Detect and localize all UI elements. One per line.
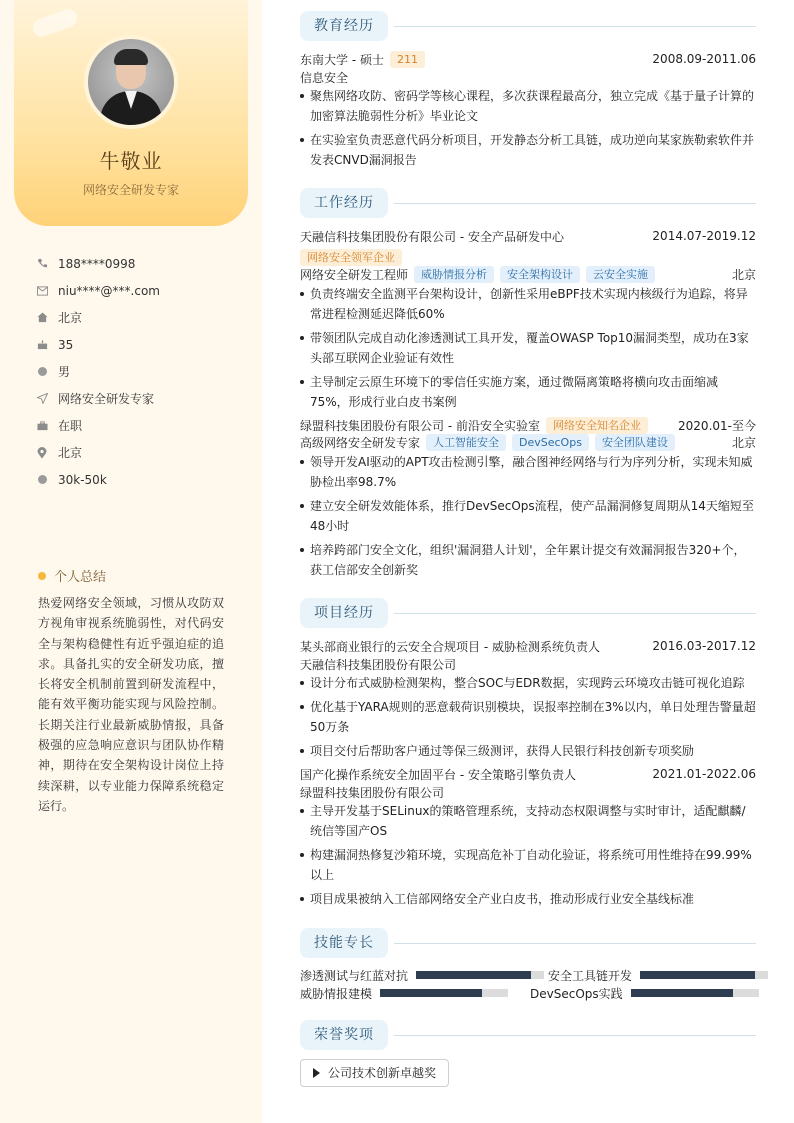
job-role: 网络安全研发工程师 xyxy=(300,267,409,282)
section-divider xyxy=(394,613,756,614)
section-heading: 项目经历 xyxy=(300,598,388,628)
contact-value: 北京 xyxy=(58,446,83,460)
mail-icon xyxy=(36,285,48,297)
contact-value: 30k-50k xyxy=(58,472,107,487)
list-item: 在实验室负责恶意代码分析项目，开发静态分析工具链，成功逆向某家族勒索软件并发表CNVD漏洞报告 xyxy=(300,130,756,170)
skill-bar xyxy=(631,989,759,997)
section-divider xyxy=(394,203,756,204)
list-item: 负责终端安全监测平台架构设计，创新性采用eBPF技术实现内核级行为追踪，将异常进程检测延迟降低60% xyxy=(300,284,756,324)
skill-item xyxy=(530,985,759,1001)
contact-value: 网络安全研发专家 xyxy=(58,392,155,406)
school-name: 东南大学 - 硕士 xyxy=(300,52,384,67)
project-period: 2016.03-2017.12 xyxy=(652,639,756,653)
home-icon xyxy=(36,312,48,324)
contact-value: 188****0998 xyxy=(58,256,136,271)
job-header xyxy=(300,416,756,434)
contact-phone xyxy=(36,250,246,277)
section-heading: 工作经历 xyxy=(300,188,388,218)
list-item: 设计分布式威胁检测架构，整合SOC与EDR数据，实现跨云环境攻击链可视化追踪 xyxy=(300,673,756,693)
play-triangle-icon xyxy=(313,1068,320,1078)
profile-title: 网络安全研发专家 xyxy=(82,183,179,197)
skill-name: 威胁情报建模 xyxy=(300,986,373,1001)
project-header xyxy=(300,765,756,783)
list-item: 构建漏洞热修复沙箱环境，实现高危补丁自动化验证，将系统可用性维持在99.99%以上 xyxy=(300,845,756,885)
project-org: 天融信科技集团股份有限公司 xyxy=(300,657,457,672)
profile-name: 牛敬业 xyxy=(99,149,163,173)
job-period: 2014.07-2019.12 xyxy=(652,229,756,243)
contact-salary xyxy=(36,466,246,493)
list-item: 领导开发AI驱动的APT攻击检测引擎，融合图神经网络与行为序列分析，实现未知威胁检出率98.7% xyxy=(300,452,756,492)
contact-value: 35 xyxy=(58,337,74,352)
section-heading: 荣誉奖项 xyxy=(300,1020,388,1050)
project-period: 2021.01-2022.06 xyxy=(652,767,756,781)
list-item: 培养跨部门安全文化，组织'漏洞猎人计划'，全年累计提交有效漏洞报告320+个，获工信部安全创新奖 xyxy=(300,540,756,580)
skill-bar xyxy=(640,971,768,979)
education-major: 信息安全 xyxy=(300,70,349,85)
project-header xyxy=(300,637,756,655)
summary-heading: 个人总结 xyxy=(38,566,106,585)
section-work xyxy=(300,188,756,218)
school-badge: 211 xyxy=(390,51,425,68)
section-divider xyxy=(394,943,756,944)
skill-tag: 安全团队建设 xyxy=(595,434,675,451)
list-item: 带领团队完成自动化渗透测试工具开发，覆盖OWASP Top10漏洞类型，成功在3家头部互联网企业验证有效性 xyxy=(300,328,756,368)
contact-status xyxy=(36,412,246,439)
award-label: 公司技术创新卓越奖 xyxy=(328,1066,437,1080)
contact-location xyxy=(36,439,246,466)
section-heading: 技能专长 xyxy=(300,928,388,958)
company-name: 绿盟科技集团股份有限公司 - 前沿安全实验室 xyxy=(300,418,540,433)
job-role: 高级网络安全研发专家 xyxy=(300,435,421,450)
education-header xyxy=(300,50,756,68)
contact-value: niu****@***.com xyxy=(58,283,160,298)
section-divider xyxy=(394,1035,756,1036)
skill-tag: 安全架构设计 xyxy=(500,266,580,283)
skill-name: 安全工具链开发 xyxy=(548,968,633,983)
avatar xyxy=(84,35,178,129)
list-item: 优化基于YARA规则的恶意载荷识别模块，误报率控制在3%以内，单日处理告警量超50万条 xyxy=(300,697,756,737)
job-role-row xyxy=(300,265,756,283)
contact-target-role xyxy=(36,385,246,412)
job-period: 2020.01-至今 xyxy=(678,418,756,433)
skill-item xyxy=(300,967,544,983)
skill-item xyxy=(548,967,768,983)
job-city: 北京 xyxy=(731,267,756,282)
list-item: 主导制定云原生环境下的零信任实施方案，通过微隔离策略将横向攻击面缩减75%，形成行业白皮书案例 xyxy=(300,372,756,412)
project-org: 绿盟科技集团股份有限公司 xyxy=(300,785,445,800)
contact-gender xyxy=(36,358,246,385)
section-skills xyxy=(300,928,756,958)
cake-icon xyxy=(36,339,48,351)
skill-bar xyxy=(380,989,508,997)
list-item: 主导开发基于SELinux的策略管理系统，支持动态权限调整与实时审计，适配麒麟/统信等国产OS xyxy=(300,801,756,841)
section-divider xyxy=(394,26,756,27)
send-icon xyxy=(36,393,48,405)
skill-bar xyxy=(416,971,544,979)
contact-email xyxy=(36,277,246,304)
location-pin-icon xyxy=(36,447,48,459)
contact-value: 男 xyxy=(58,365,71,379)
project-name: 国产化操作系统安全加固平台 - 安全策略引擎负责人 xyxy=(300,767,576,782)
contact-value: 在职 xyxy=(58,419,83,433)
contact-value: 北京 xyxy=(58,311,83,325)
skill-tag: 威胁情报分析 xyxy=(414,266,494,283)
job-city: 北京 xyxy=(731,435,756,450)
job-role-row xyxy=(300,433,756,451)
contact-age xyxy=(36,331,246,358)
project-name: 某头部商业银行的云安全合规项目 - 威胁检测系统负责人 xyxy=(300,639,600,654)
job-header xyxy=(300,227,756,245)
list-item: 建立安全研发效能体系，推行DevSecOps流程，使产品漏洞修复周期从14天缩短至48小时 xyxy=(300,496,756,536)
skill-name: 渗透测试与红蓝对抗 xyxy=(300,968,409,983)
award-item[interactable] xyxy=(300,1059,449,1087)
company-badge-row xyxy=(300,248,756,266)
heading-dot-icon xyxy=(38,572,46,580)
contact-list xyxy=(36,250,246,493)
skill-tag: 云安全实施 xyxy=(586,266,655,283)
summary-text: 热爱网络安全领域，习惯从攻防双方视角审视系统脆弱性，对代码安全与架构稳健性有近乎强迫症的追求。具备扎实的安全研发功底，擅长将安全机制前置到研发流程中，能有效平衡功能实现与风险控制。长期关注行业最新威胁情报，具备极强的应急响应意识与团队协作精神，期待在安全架构设计岗位上持续深耕，以专业能力保障系统稳定运行。 xyxy=(38,596,224,813)
contact-home xyxy=(36,304,246,331)
company-badge: 网络安全知名企业 xyxy=(546,417,648,434)
section-projects xyxy=(300,598,756,628)
section-awards xyxy=(300,1020,756,1050)
list-item: 项目交付后帮助客户通过等保三级测评，获得人民银行科技创新专项奖励 xyxy=(300,741,756,761)
sidebar xyxy=(0,0,262,1123)
company-badge: 网络安全领军企业 xyxy=(300,249,402,266)
briefcase-icon xyxy=(36,420,48,432)
skill-name: DevSecOps实践 xyxy=(530,986,623,1001)
list-item: 项目成果被纳入工信部网络安全产业白皮书，推动形成行业安全基线标准 xyxy=(300,889,756,909)
skill-tag: DevSecOps xyxy=(512,434,589,451)
section-education xyxy=(300,11,756,41)
company-name: 天融信科技集团股份有限公司 - 安全产品研发中心 xyxy=(300,229,564,244)
skill-item xyxy=(300,985,508,1001)
list-item: 聚焦网络攻防、密码学等核心课程，多次获课程最高分，独立完成《基于量子计算的加密算法脆弱性分析》毕业论文 xyxy=(300,86,756,126)
gender-icon xyxy=(36,366,48,378)
salary-icon xyxy=(36,474,48,486)
phone-icon xyxy=(36,258,48,270)
education-period: 2008.09-2011.06 xyxy=(652,52,756,66)
skill-tag: 人工智能安全 xyxy=(426,434,506,451)
section-heading: 教育经历 xyxy=(300,11,388,41)
